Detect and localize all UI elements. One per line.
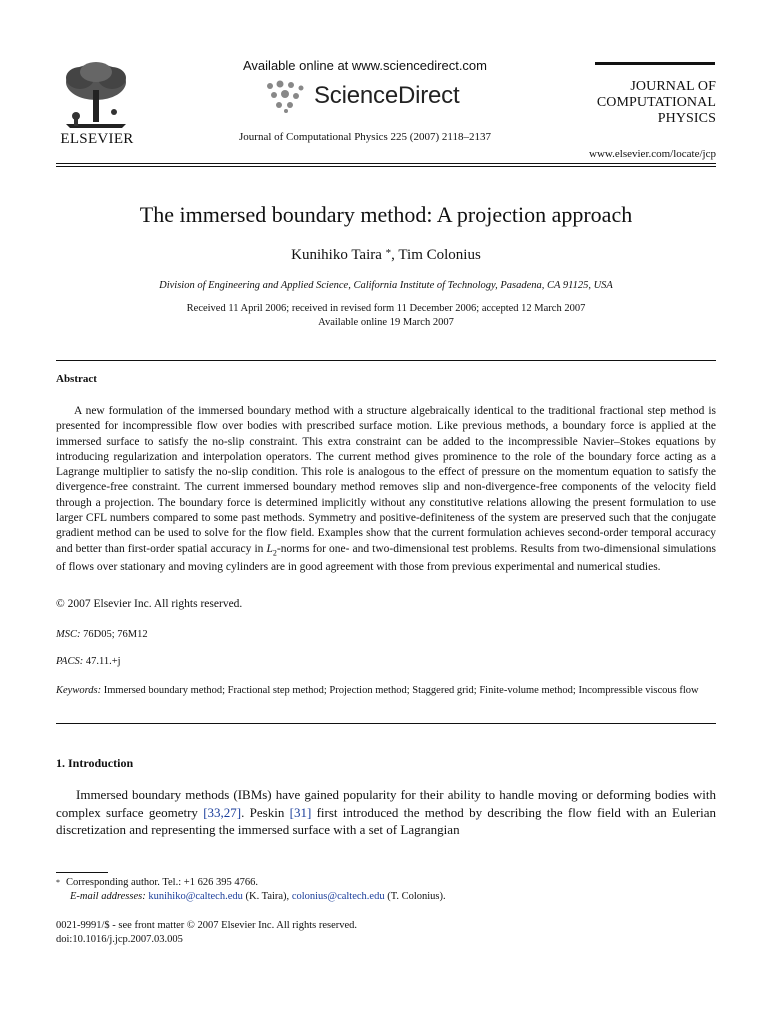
norm-subscript: 2 [272,547,277,557]
header-divider-second [56,166,716,167]
author-affiliation: Division of Engineering and Applied Science, California Institute of Technology, Pasadena, CA 91125, USA [159,280,613,291]
journal-reference: Journal of Computational Physics 225 (2007) 2118–2137 [239,131,491,143]
author-taira: Kunihiko Taira [291,247,382,263]
pacs-label: PACS: [56,656,84,667]
email-owner-colonius: (T. Colonius). [387,891,446,902]
abstract-heading: Abstract [56,373,97,385]
front-matter [56,919,357,947]
msc-label: MSC: [56,629,81,640]
footnote-rule [56,872,108,873]
available-online-text[interactable]: Available online at www.sciencedirect.com [243,58,487,73]
msc-codes [56,629,148,640]
journal-title-line3: PHYSICS [657,111,716,126]
abstract-body [56,404,716,576]
msc-value: 76D05; 76M12 [83,629,148,640]
footnote-corresponding [56,876,716,890]
author-list: Kunihiko Taira *, Tim Colonius [291,247,481,263]
intro-text-2: . Peskin [241,804,285,820]
keywords-value: Immersed boundary method; Fractional step method; Projection method; Staggered grid; Finite-volume method; Incompressible viscous flow [103,685,699,696]
intro-text-1: Immersed boundary methods (IBMs) have gained popularity for their ability to handle moving or deforming bodies with complex surface geometry [56,787,716,820]
footnote [56,876,716,904]
introduction-paragraph [56,786,716,839]
abstract-text-tail: -norms for one- and two-dimensional test problems. Results from two-dimensional simulations of flows over stationary and moving cylinders are in good agreement with those from previous experimental and numerical studies. [56,542,716,574]
email-label: E-mail addresses: [70,891,146,902]
doi-line[interactable]: doi:10.1016/j.jcp.2007.03.005 [56,934,183,945]
abstract-top-rule [56,360,716,361]
citation-link[interactable]: [33,27] [203,804,242,820]
corresponding-author-mark[interactable]: * [385,247,392,259]
paper-title: The immersed boundary method: A projection approach [139,202,633,227]
citation-link[interactable]: [31] [289,804,312,820]
author-colonius: Tim Colonius [398,247,481,263]
keywords [56,684,716,698]
email-owner-taira: (K. Taira), [245,891,290,902]
pacs-value: 47.11.+j [85,656,121,667]
abstract-bottom-rule [56,723,716,724]
footnote-emails [56,890,716,904]
footnote-mark: * [56,878,60,887]
journal-title-rule [595,62,715,65]
journal-title [590,79,716,127]
abstract-copyright: © 2007 Elsevier Inc. All rights reserved. [56,598,243,610]
norm-symbol: L [266,542,273,555]
journal-title-line2: COMPUTATIONAL [596,95,716,110]
publisher-name: ELSEVIER [60,131,134,147]
journal-title-line1: JOURNAL OF [630,79,716,94]
header-divider [56,163,716,164]
journal-url[interactable]: www.elsevier.com/locate/jcp [589,148,716,160]
sciencedirect-logo-text: ScienceDirect [314,82,460,109]
abstract-text: A new formulation of the immersed boundary method with a structure algebraically identical to the traditional fractional step method is presented for incompressible flow over bodies with prescribed surface motion. Like previous methods, a boundary force is applied at the immersed surface to satisfy the no-slip constraint. This extra constraint can be added to the incompressible Navier–Stokes equations by introducing regularization and interpolation operators. The current method gives prominence to the role of the boundary force acting as a Lagrange multiplier to satisfy the no-slip condition. This role is analogous to the effect of pressure on the momentum equation to satisfy the divergence-free constraint. The current immersed boundary method removes slip and non-divergence-free components of the velocity field through a projection. The boundary force is determined implicitly without any constitutive relations allowing the present formulation to use larger CFL numbers compared to some past methods. Symmetry and positive-definiteness of the system are preserved such that the conjugate gradient method can be used to solve for the flow field. Examples show that the current formulation achieves second-order temporal accuracy and better than first-order spatial accuracy in [56,405,716,555]
issn-line: 0021-9991/$ - see front matter © 2007 Elsevier Inc. All rights reserved. [56,920,358,931]
footnote-corresponding-text: Corresponding author. Tel.: +1 626 395 4766. [66,877,258,888]
intro-text-3: first introduced the method by describing the flow field with an Eulerian discretization and representing the immersed surface with a set of Lagrangian [56,804,717,837]
email-link-taira[interactable]: kunihiko@caltech.edu [148,891,243,902]
received-dates: Received 11 April 2006; received in revised form 11 December 2006; accepted 12 March 2007 [186,303,586,314]
keywords-label: Keywords: [56,685,102,696]
section-heading-introduction: 1. Introduction [56,756,134,770]
publication-dates [56,302,716,330]
pacs-codes [56,656,121,667]
email-link-colonius[interactable]: colonius@caltech.edu [291,891,385,902]
available-date: Available online 19 March 2007 [318,317,454,328]
